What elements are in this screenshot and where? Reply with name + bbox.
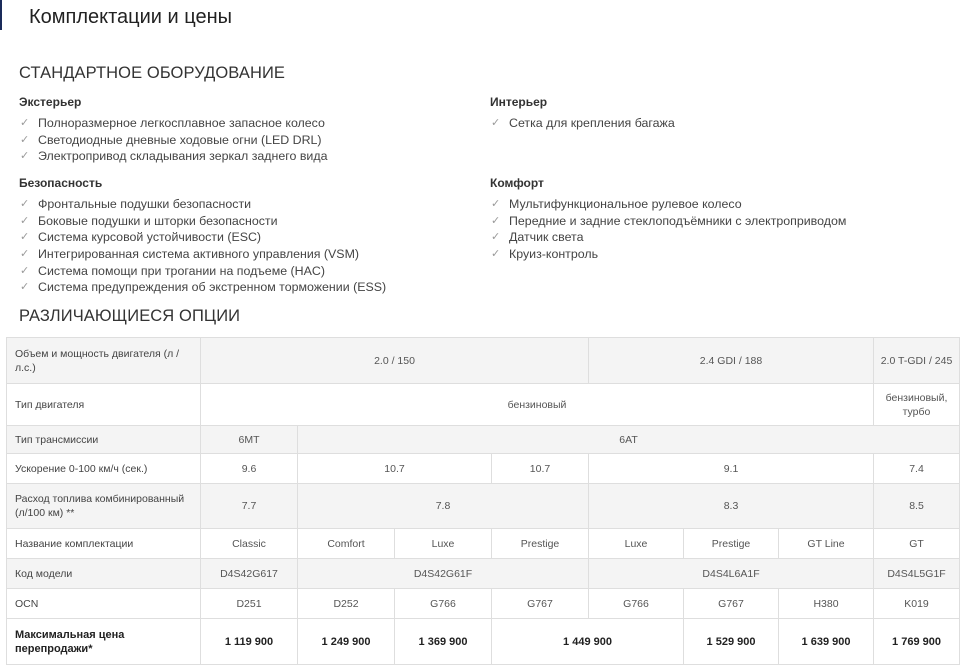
safety-group [19,175,459,296]
row-label: Расход топлива комбинированный (л/100 км) ** [7,484,201,529]
table-cell: Luxe [395,529,492,559]
list-item-text: Боковые подушки и шторки безопасности [38,213,278,228]
list-item-text: Передние и задние стеклоподъёмники с электроприводом [509,213,847,228]
list-item-text: Датчик света [509,230,584,245]
table-cell: Comfort [298,529,395,559]
row-label: Тип трансмиссии [7,426,201,454]
table-cell: бензиновый, турбо [874,384,960,426]
table-cell: 1 639 900 [779,619,874,665]
checkmark-icon: ✓ [491,198,501,210]
table-row [7,484,960,529]
table-cell: D4S42G61F [298,559,589,589]
table-row [7,619,960,665]
checkmark-icon: ✓ [491,248,501,261]
table-cell: K019 [874,589,960,619]
list-item [490,115,930,132]
table-cell: 1 449 900 [492,619,684,665]
list-item-text: Фронтальные подушки безопасности [38,197,252,211]
left-accent-bar [0,0,2,30]
table-cell: G766 [395,589,492,619]
table-cell: 2.4 GDI / 188 [589,338,874,384]
table-row [7,529,960,559]
list-item-text: Сетка для крепления багажа [509,116,675,130]
table-row [7,589,960,619]
table-cell: 1 529 900 [684,619,779,665]
table-cell: 7.8 [298,484,589,529]
interior-list [490,115,930,132]
list-item-text: Светодиодные дневные ходовые огни (LED DRL) [38,132,322,147]
interior-heading: Интерьер [490,95,548,109]
row-label: Название комплектации [7,529,201,559]
checkmark-icon: ✓ [20,198,30,210]
table-cell: 9.6 [201,454,298,484]
table-cell: 7.7 [201,484,298,529]
table-cell: GT Line [779,529,874,559]
options-table [6,337,960,665]
list-item [19,132,459,149]
table-cell: 6AT [298,426,960,454]
list-item-text: Интегрированная система активного управления (VSM) [38,247,360,262]
table-cell: Classic [201,529,298,559]
table-row [7,426,960,454]
checkmark-icon: ✓ [20,150,30,163]
table-cell: GT [874,529,960,559]
list-item [19,115,459,132]
list-item [19,263,459,280]
checkmark-icon: ✓ [20,133,30,146]
table-cell: H380 [779,589,874,619]
row-label: Тип двигателя [7,384,201,426]
list-item [490,213,930,230]
table-row [7,338,960,384]
table-cell: Luxe [589,529,684,559]
table-cell: 1 369 900 [395,619,492,665]
safety-list [19,196,459,296]
table-cell: 1 119 900 [201,619,298,665]
table-cell: 10.7 [298,454,492,484]
table-cell: G767 [684,589,779,619]
list-item-text: Полноразмерное легкосплавное запасное колесо [38,116,325,130]
list-item-text: Система предупреждения об экстренном торможении (ESS) [38,280,387,295]
different-options-title: РАЗЛИЧАЮЩИЕСЯ ОПЦИИ [19,307,241,325]
comfort-list [490,196,930,263]
list-item [19,196,459,213]
list-item-text: Электропривод складывания зеркал заднего вида [38,149,328,164]
checkmark-icon: ✓ [20,214,30,227]
checkmark-icon: ✓ [20,264,30,277]
row-label: Ускорение 0-100 км/ч (сек.) [7,454,201,484]
table-cell: G767 [492,589,589,619]
exterior-heading: Экстерьер [19,95,82,109]
comfort-heading: Комфорт [490,176,544,190]
table-cell: 2.0 / 150 [201,338,589,384]
table-row [7,454,960,484]
table-cell: D4S42G617 [201,559,298,589]
table-row [7,384,960,426]
table-cell: 8.5 [874,484,960,529]
safety-heading: Безопасность [19,176,103,190]
list-item-text: Мультифункциональное рулевое колесо [509,197,742,211]
table-cell: 6MT [201,426,298,454]
row-label: Объем и мощность двигателя (л / л.с.) [7,338,201,384]
list-item-text: Система помощи при трогании на подъеме (HAC) [38,263,325,278]
checkmark-icon: ✓ [20,117,30,129]
list-item [19,229,459,246]
table-cell: 9.1 [589,454,874,484]
interior-group [490,94,930,132]
checkmark-icon: ✓ [20,231,30,244]
list-item-text: Круиз-контроль [509,247,599,262]
checkmark-icon: ✓ [491,214,501,227]
checkmark-icon: ✓ [20,281,30,294]
row-label: Код модели [7,559,201,589]
page-title: Комплектации и цены [29,6,233,28]
table-cell: Prestige [492,529,589,559]
row-label: OCN [7,589,201,619]
list-item [19,148,459,165]
table-cell: 2.0 T-GDI / 245 [874,338,960,384]
table-cell: 7.4 [874,454,960,484]
row-label: Максимальная цена перепродажи* [7,619,201,665]
table-cell: Prestige [684,529,779,559]
list-item [19,213,459,230]
table-cell: D4S4L5G1F [874,559,960,589]
table-cell: D251 [201,589,298,619]
table-row [7,559,960,589]
checkmark-icon: ✓ [491,117,501,129]
table-cell: D252 [298,589,395,619]
table-cell: 8.3 [589,484,874,529]
table-cell: G766 [589,589,684,619]
list-item [490,196,930,213]
table-cell: 10.7 [492,454,589,484]
list-item [19,246,459,263]
table-cell: D4S4L6A1F [589,559,874,589]
checkmark-icon: ✓ [491,231,501,244]
list-item-text: Система курсовой устойчивости (ESC) [38,230,262,245]
table-cell: бензиновый [201,384,874,426]
checkmark-icon: ✓ [20,248,30,261]
list-item [490,246,930,263]
standard-equipment-title: СТАНДАРТНОЕ ОБОРУДОВАНИЕ [19,64,286,82]
table-cell: 1 249 900 [298,619,395,665]
comfort-group [490,175,930,263]
exterior-list [19,115,459,165]
list-item [490,229,930,246]
list-item [19,279,459,296]
table-cell: 1 769 900 [874,619,960,665]
exterior-group [19,94,459,165]
